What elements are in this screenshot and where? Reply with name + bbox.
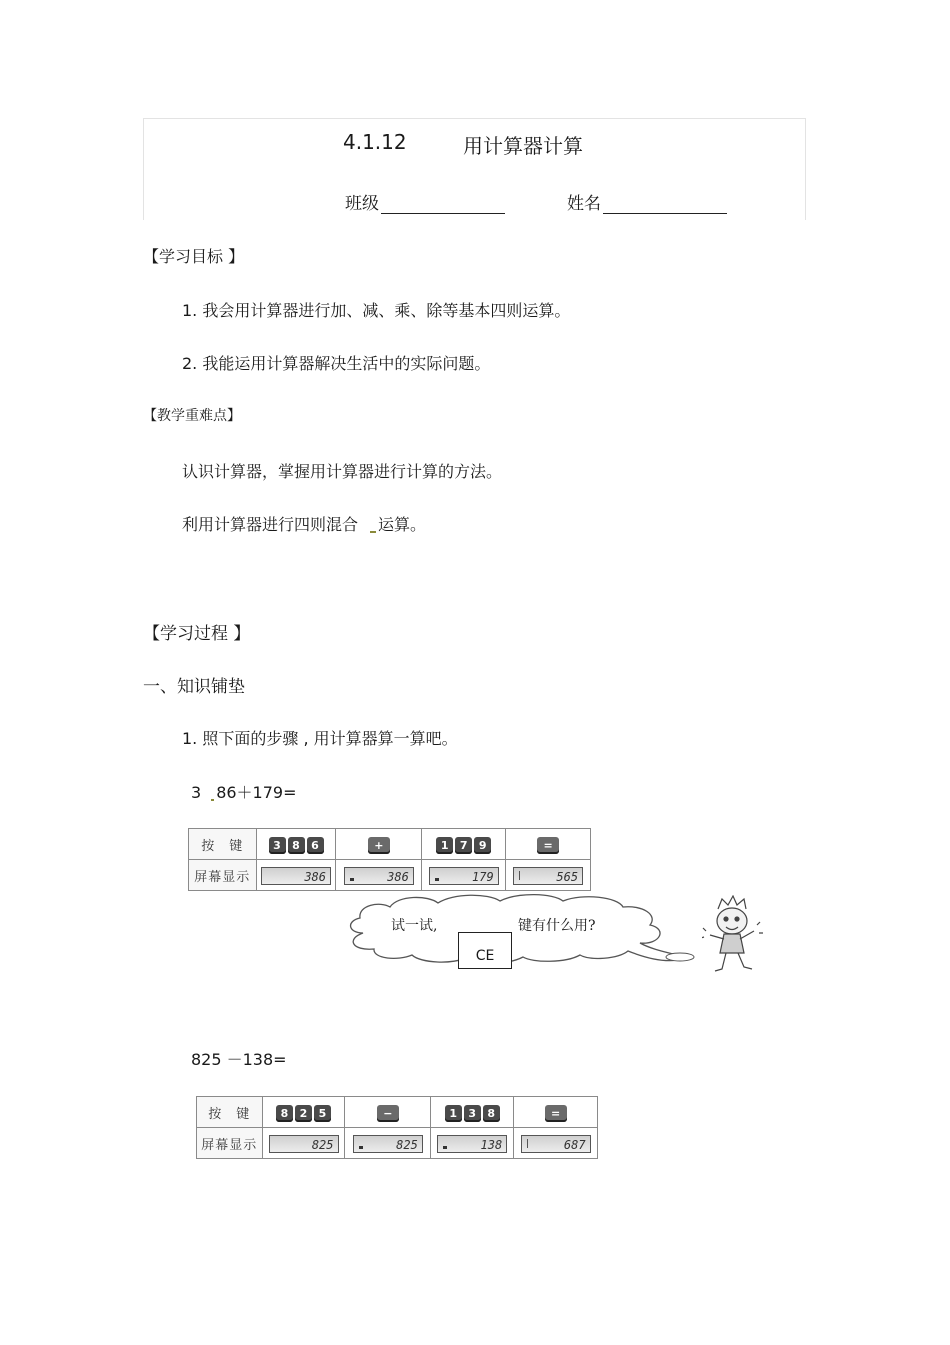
class-field[interactable] [345,189,505,214]
key-points-heading: 【教学重难点】 [143,408,241,424]
display-row [189,860,591,891]
screen-display: 386 [344,867,414,885]
name-label: 姓名 [567,194,601,214]
expression-1 [191,780,297,803]
bubble-text-right: 键有什么用? [518,918,596,934]
display-row [197,1128,598,1159]
objectives-heading: 【学习目标 】 [143,247,245,266]
equals-key[interactable]: = [545,1105,567,1122]
class-label: 班级 [345,194,379,214]
key-group [262,1097,345,1128]
screen-display: 138 [437,1135,507,1153]
keys-row [189,829,591,860]
calc-key[interactable]: 8 [276,1105,293,1122]
screen-display: 565 [513,867,583,885]
calc-key[interactable]: 8 [288,837,305,854]
plus-key[interactable]: + [368,837,390,854]
lesson-title: 用计算器计算 [463,134,583,158]
calc-key[interactable]: 6 [307,837,324,854]
screen-display: 825 [269,1135,339,1153]
class-blank[interactable] [381,193,505,214]
calculator-steps-table-1 [188,828,591,891]
key-point-item [182,512,426,535]
ce-key[interactable]: CE [458,932,512,969]
display-row-label: 屏幕显示 [197,1128,263,1159]
key-group [431,1097,514,1128]
calc-key[interactable]: 1 [436,837,453,854]
objective-item: 2. 我能运用计算器解决生活中的实际问题。 [182,354,491,373]
minus-key[interactable]: − [377,1105,399,1122]
screen-display: 825 [353,1135,423,1153]
key-group [506,829,591,860]
key-group [422,829,506,860]
calc-key[interactable]: 7 [455,837,472,854]
instruction-text: 1. 照下面的步骤 , 用计算器算一算吧。 [182,729,458,748]
process-heading: 【学习过程 】 [143,624,251,644]
key-group [256,829,336,860]
name-field[interactable] [567,189,727,214]
keys-row-label: 按 键 [197,1097,263,1128]
bubble-text-left: 试一试, [391,918,438,934]
objective-item: 1. 我会用计算器进行加、减、乘、除等基本四则运算。 [182,301,571,320]
stray-mark [211,799,214,801]
screen-display: 386 [261,867,331,885]
key-point-text: 利用计算器进行四则混合 [182,515,359,534]
screen-display: 687 [521,1135,591,1153]
key-group [514,1097,598,1128]
display-row-label: 屏幕显示 [189,860,257,891]
expression-1-part: 86＋179= [216,783,297,802]
lesson-number: 4.1.12 [343,130,407,154]
keys-row-label: 按 键 [189,829,257,860]
key-group [345,1097,431,1128]
name-blank[interactable] [603,193,727,214]
calc-key[interactable]: 2 [295,1105,312,1122]
key-point-item: 认识计算器，掌握用计算器进行计算的方法。 [182,462,503,481]
keys-row [197,1097,598,1128]
calc-key[interactable]: 8 [483,1105,500,1122]
calculator-steps-table-2 [196,1096,598,1159]
calc-key[interactable]: 5 [314,1105,331,1122]
expression-2: 825 －138= [191,1050,287,1069]
expression-1-part: 3 [191,783,202,802]
screen-display: 179 [429,867,499,885]
section-heading: 一、知识铺垫 [143,677,245,697]
calc-key[interactable]: 9 [474,837,491,854]
calc-key[interactable]: 1 [445,1105,462,1122]
cartoon-child-icon [702,895,764,975]
speech-bubble-icon [328,893,698,973]
stray-mark [370,531,376,533]
calc-key[interactable]: 3 [464,1105,481,1122]
key-point-text: 运算。 [378,515,427,534]
equals-key[interactable]: = [537,837,559,854]
key-group [336,829,422,860]
calc-key[interactable]: 3 [269,837,286,854]
